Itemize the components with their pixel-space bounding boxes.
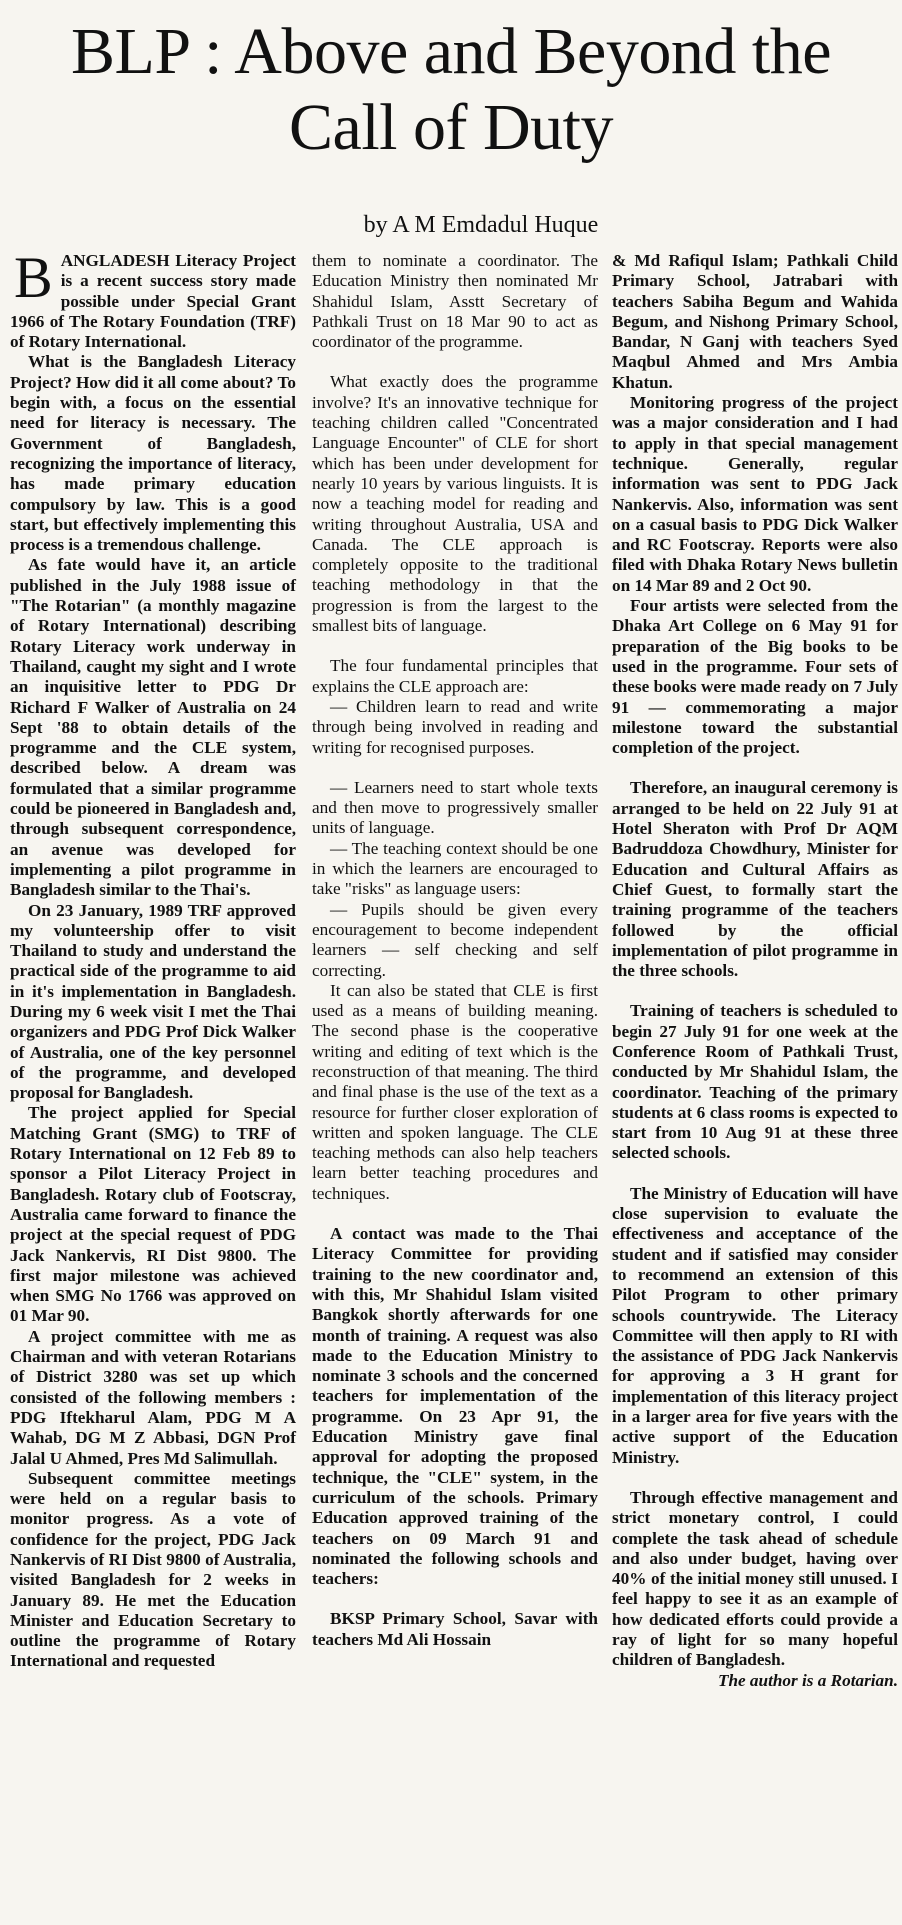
article-body [10, 245, 898, 1901]
paragraph: & Md Rafiqul Islam; Pathkali Child Primary School, Jatrabari with teachers Sabiha Begum and Wahida Begum, and Nishong Primary School, Bandar, N Ganj with teachers Syed Maqbul Ahmed and Mrs Ambia Khatun. [612, 251, 898, 392]
paragraph: As fate would have it, an article published in the July 1988 issue of "The Rotarian" (a monthly magazine of Rotary International) describing Rotary Literacy work underway in Thailand, caught my sight and I wrote an inquisitive letter to PDG Dr Richard F Walker of Australia on 24 Sept '88 to obtain details of the programme and the CLE system, described below. A dream was formulated that a similar programme could be pioneered in Bangladesh and, through subsequent correspondence, an avenue was developed for implementing a pilot programme in Bangladesh similar to the Thai's. [10, 555, 296, 900]
column-1 [10, 245, 296, 1672]
author-note: The author is a Rotarian. [717, 1670, 898, 1690]
paragraph: them to nominate a coordinator. The Education Ministry then nominated Mr Shahidul Islam, Asstt Secretary of Pathkali Trust on 18 Mar 90 to act as coordinator of the programme. [312, 251, 598, 352]
paragraph: What is the Bangladesh Literacy Project? How did it all come about? To begin with, a focus on the essential need for literacy is necessary. The Government of Bangladesh, recognizing the importance of literacy, has made primary education compulsory by law. This is a good start, but effectively implementing this process is a tremendous challenge. [10, 352, 296, 555]
paragraph: Through effective management and strict monetary control, I could complete the task ahead of schedule and also under budget, having over 40% of the initial money still unused. I feel happy to see it as an example of how dedicated efforts could provide a ray of light for so many hopeful children of Bangladesh. [612, 1487, 898, 1670]
paragraph: The project applied for Special Matching Grant (SMG) to TRF of Rotary International on 12 Feb 89 to sponsor a Pilot Literacy Project in Bangladesh. Rotary club of Footscray, Australia came forward to finance the project at the special request of PDG Jack Nankervis, RI Dist 9800. The first major milestone was achieved when SMG No 1766 was approved on 01 Mar 90. [10, 1103, 296, 1326]
paragraph: A project committee with me as Chairman and with veteran Rotarians of District 3280 was set up which consisted of the following members : PDG Iftekharul Alam, PDG M A Wahab, DG M Z Abbasi, DGN Prof Jalal U Ahmed, Pres Md Salimullah. [10, 1326, 296, 1468]
paragraph: — Pupils should be given every encouragement to become independent learners — self checking and self correcting. [312, 899, 598, 980]
column-3 [612, 251, 898, 1691]
paragraph: On 23 January, 1989 TRF approved my volunteership offer to visit Thailand to study and understand the practical side of the programme to aid in it's implementation in Bangladesh. During my 6 week visit I met the Thai organizers and PDG Prof Dick Walker of Australia, one of the key personnel of the programme, and developed proposal for Bangladesh. [10, 900, 296, 1103]
paragraph: It can also be stated that CLE is first used as a means of building meaning. The second phase is the cooperative writing and editing of text which is the reconstruction of that meaning. The third and final phase is the use of the text as a resource for further closer exploration of written and spoken language. The CLE teaching methods can also help teachers learn better teaching procedures and techniques. [312, 980, 598, 1203]
paragraph: Training of teachers is scheduled to begin 27 July 91 for one week at the Conference Room of Pathkali Trust, conducted by Mr Shahidul Islam, the coordinator. Teaching of the primary students at 6 class rooms is expected to start from 10 Aug 91 at these three selected schools. [612, 1001, 898, 1163]
paragraph: Subsequent committee meetings were held on a regular basis to monitor progress. As a vote of confidence for the project, PDG Jack Nankervis of RI Dist 9800 of Australia, visited Bangladesh for 2 weeks in January 89. He met the Education Minister and Education Secretary to outline the programme of Rotary International and requested [10, 1468, 296, 1671]
paragraph: Four artists were selected from the Dhaka Art College on 6 May 91 for preparation of the Big books to be used in the programme. Four sets of these books were made ready on 7 July 91 — commemorating a major milestone toward the substantial completion of the project. [612, 596, 898, 758]
paragraph: — The teaching context should be one in which the learners are encouraged to take "risks" as language users: [312, 838, 598, 899]
paragraph: — Children learn to read and write through being involved in reading and writing for recognised purposes. [312, 696, 598, 757]
paragraph: What exactly does the programme involve? It's an innovative technique for teaching children called "Concentrated Language Encounter" of CLE for short which has been under development for nearly 10 years by various linguists. It is now a teaching model for reading and writing throughout Australia, USA and Canada. The CLE approach is completely opposite to the traditional teaching methodology in that the progression is from the largest to the smallest bits of language. [312, 372, 598, 636]
byline: by A M Emdadul Huque [363, 212, 599, 238]
paragraph: — Learners need to start whole texts and then move to progressively smaller units of language. [312, 777, 598, 838]
paragraph: The Ministry of Education will have close supervision to evaluate the effectiveness and acceptance of the student and if satisfied may consider to recommend an extension of this Pilot Program to other primary schools countrywide. The Literacy Committee will then apply to RI with the assistance of PDG Jack Nankervis for approving a 3 H grant for implementation of this literacy project in a larger area for five years with the active support of the Education Ministry. [612, 1183, 898, 1467]
paragraph: BKSP Primary School, Savar with teachers Md Ali Hossain [312, 1609, 598, 1649]
paragraph: A contact was made to the Thai Literacy Committee for providing training to the new coordinator and, with this, Mr Shahidul Islam visited Bangkok shortly afterwards for one month of training. A request was also made to the Education Ministry to nominate 3 schools and the concerned teachers for implementation of the programme. On 23 Apr 91, the Education Ministry gave final approval for adopting the proposed technique, the "CLE" system, in the curriculum of the schools. Primary Education approved training of the teachers on 09 March 91 and nominated the following schools and teachers: [312, 1224, 598, 1589]
column-2 [312, 251, 598, 1650]
paragraph: BANGLADESH Literacy Project is a recent success story made possible under Special Grant 1966 of The Rotary Foundation (TRF) of Rotary International. [10, 245, 296, 352]
paragraph: Monitoring progress of the project was a major consideration and I had to apply in that special management technique. Generally, regular information was sent to PDG Jack Nankervis. Also, information was sent on a casual basis to PDG Dick Walker and RC Footscray. Reports were also filed with Dhaka Rotary News bulletin on 14 Mar 89 and 2 Oct 90. [612, 393, 898, 595]
paragraph: The four fundamental principles that explains the CLE approach are: [312, 656, 598, 696]
headline: BLP : Above and Beyond the Call of Duty [71, 15, 831, 164]
paragraph: Therefore, an inaugural ceremony is arranged to be held on 22 July 91 at Hotel Sheraton with Prof Dr AQM Badruddoza Chowdhury, Minister for Education and Cultural Affairs as Chief Guest, to formally start the training programme of the teachers followed by the official implementation of pilot programme in the three schools. [612, 778, 898, 981]
drop-cap: B [14, 245, 53, 310]
